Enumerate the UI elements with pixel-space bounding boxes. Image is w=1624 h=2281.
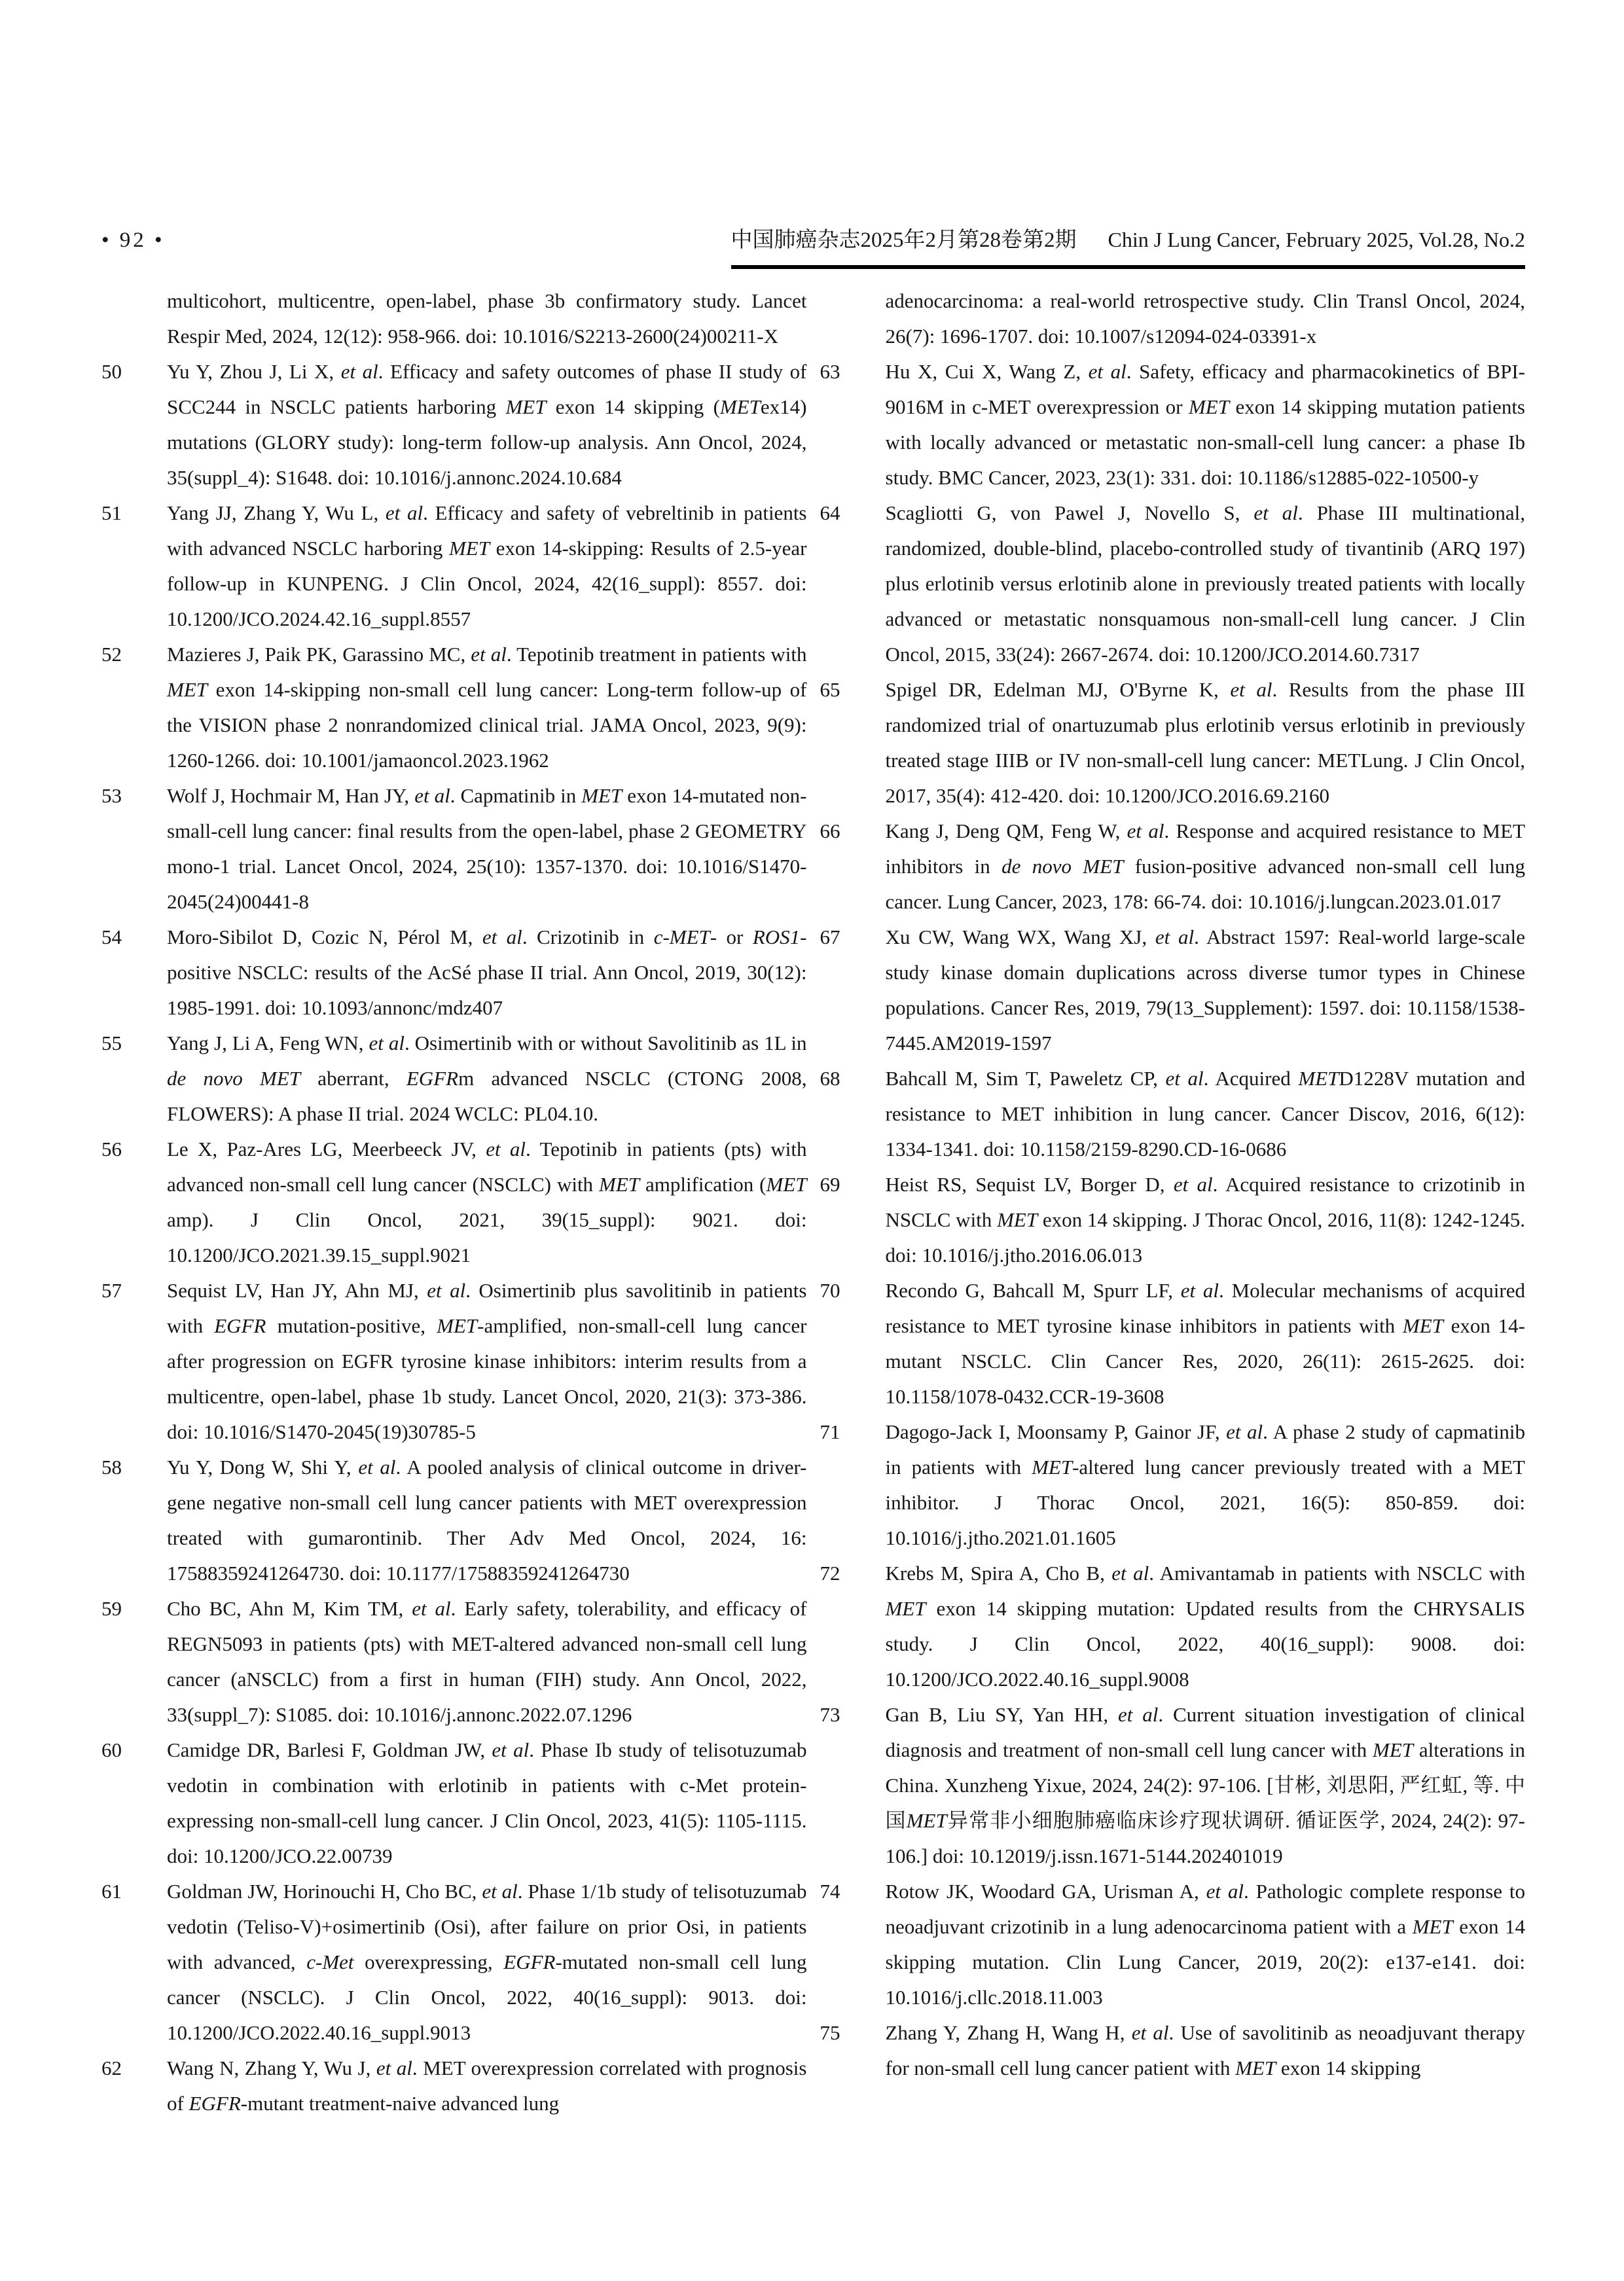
reference-item — [820, 814, 1526, 920]
reference-number: 56 — [101, 1138, 122, 1160]
reference-number: 66 — [820, 819, 840, 842]
reference-item — [101, 354, 807, 495]
reference-number: 70 — [820, 1279, 840, 1302]
reference-item — [101, 495, 807, 637]
reference-number: 73 — [820, 1703, 840, 1726]
reference-item — [820, 1414, 1526, 1556]
reference-text: Camidge DR, Barlesi F, Goldman JW, et al. Phase Ib study of telisotuzumab vedotin in combination with erlotinib in patients with c-Met protein-expressing non-small-cell lung cancer. J Clin Oncol, 2023, 41(5): 1105-1115. doi: 10.1200/JCO.22.00739 — [167, 1738, 807, 1867]
page-number: • 92 • — [101, 228, 165, 252]
reference-text: Gan B, Liu SY, Yan HH, et al. Current situation investigation of clinical diagnosis and treatment of non-small cell lung cancer with MET alterations in China. Xunzheng Yixue, 2024, 24(2): 97-106. [甘彬, 刘思阳, 严红虹, 等. 中国MET异常非小细胞肺癌临床诊疗现状调研. 循证医学, 2024, 24(2): 97-106.] doi: 10.12019/j.issn.1671-5144.202401019 — [885, 1703, 1526, 1867]
page-header — [101, 223, 1525, 269]
reference-number: 58 — [101, 1456, 122, 1479]
reference-text: Yu Y, Zhou J, Li X, et al. Efficacy and safety outcomes of phase II study of SCC244 in NSCLC patients harboring MET exon 14 skipping (METex14) mutations (GLORY study): long-term follow-up analysis. Ann Oncol, 2024, 35(suppl_4): S1648. doi: 10.1016/j.annonc.2024.10.684 — [167, 360, 807, 489]
reference-text: Xu CW, Wang WX, Wang XJ, et al. Abstract 1597: Real-world large-scale study kinase domain duplications across diverse tumor types in Chinese populations. Cancer Res, 2019, 79(13_Supplement): 1597. doi: 10.1158/1538-7445.AM2019-1597 — [885, 925, 1525, 1054]
reference-text: Mazieres J, Paik PK, Garassino MC, et al. Tepotinib treatment in patients with MET exon 14-skipping non-small cell lung cancer: Long-term follow-up of the VISION phase 2 nonrandomized clinical trial. JAMA Oncol, 2023, 9(9): 1260-1266. doi: 10.1001/jamaoncol.2023.1962 — [167, 643, 807, 772]
reference-text: Le X, Paz-Ares LG, Meerbeeck JV, et al. Tepotinib in patients (pts) with advanced non-small cell lung cancer (NSCLC) with MET amplification (MET amp). J Clin Oncol, 2021, 39(15_suppl): 9021. doi: 10.1200/JCO.2021.39.15_suppl.9021 — [167, 1138, 807, 1266]
reference-number: 53 — [101, 784, 122, 807]
references-column-right — [820, 283, 1526, 2121]
reference-number: 69 — [820, 1173, 840, 1196]
reference-text: Yang JJ, Zhang Y, Wu L, et al. Efficacy and safety of vebreltinib in patients with advanced NSCLC harboring MET exon 14-skipping: Results of 2.5-year follow-up in KUNPENG. J Clin Oncol, 2024, 42(16_suppl): 8557. doi: 10.1200/JCO.2024.42.16_suppl.8557 — [167, 501, 807, 630]
reference-continuation — [820, 283, 1526, 354]
reference-item — [101, 1591, 807, 1733]
reference-number: 50 — [101, 360, 122, 383]
reference-text: multicohort, multicentre, open-label, phase 3b confirmatory study. Lancet Respir Med, 2024, 12(12): 958-966. doi: 10.1016/S2213-2600(24)00211-X — [167, 289, 807, 348]
reference-item — [820, 1697, 1526, 1874]
reference-number: 65 — [820, 678, 840, 701]
reference-text: Wolf J, Hochmair M, Han JY, et al. Capmatinib in MET exon 14-mutated non-small-cell lung cancer: final results from the open-label, phase 2 GEOMETRY mono-1 trial. Lancet Oncol, 2024, 25(10): 1357-1370. doi: 10.1016/S1470-2045(24)00441-8 — [167, 784, 807, 913]
reference-text: Goldman JW, Horinouchi H, Cho BC, et al. Phase 1/1b study of telisotuzumab vedotin (Teliso-V)+osimertinib (Osi), after failure on prior Osi, in patients with advanced, c-Met overexpressing, EGFR-mutated non-small cell lung cancer (NSCLC). J Clin Oncol, 2022, 40(16_suppl): 9013. doi: 10.1200/JCO.2022.40.16_suppl.9013 — [167, 1880, 807, 2044]
reference-item — [101, 1132, 807, 1273]
reference-item — [820, 1061, 1526, 1167]
reference-item — [101, 1874, 807, 2051]
journal-title-chinese: 中国肺癌杂志2025年2月第28卷第2期 — [731, 228, 1077, 252]
reference-text: adenocarcinoma: a real-world retrospective study. Clin Transl Oncol, 2024, 26(7): 1696-1707. doi: 10.1007/s12094-024-03391-x — [885, 289, 1525, 348]
reference-number: 68 — [820, 1067, 840, 1090]
references-column-left — [101, 283, 807, 2121]
reference-text: Yu Y, Dong W, Shi Y, et al. A pooled analysis of clinical outcome in driver-gene negative non-small cell lung cancer patients with MET overexpression treated with gumarontinib. Ther Adv Med Oncol, 2024, 16: 17588359241264730. doi: 10.1177/17588359241264730 — [167, 1456, 807, 1585]
reference-item — [820, 354, 1526, 495]
reference-number: 54 — [101, 925, 122, 948]
reference-item — [101, 1450, 807, 1591]
reference-text: Dagogo-Jack I, Moonsamy P, Gainor JF, et al. A phase 2 study of capmatinib in patients with MET-altered lung cancer previously treated with a MET inhibitor. J Thorac Oncol, 2021, 16(5): 850-859. doi: 10.1016/j.jtho.2021.01.1605 — [885, 1420, 1525, 1549]
reference-item — [820, 672, 1526, 814]
reference-item — [101, 1273, 807, 1450]
reference-number: 55 — [101, 1032, 122, 1054]
reference-number: 74 — [820, 1880, 840, 1903]
reference-item — [820, 920, 1526, 1061]
reference-number: 62 — [101, 2056, 122, 2079]
references-section — [101, 283, 1525, 2121]
journal-title-english: Chin J Lung Cancer, February 2025, Vol.28, No.2 — [1108, 228, 1525, 251]
reference-item — [820, 2015, 1526, 2086]
reference-item — [820, 1167, 1526, 1273]
reference-text: Krebs M, Spira A, Cho B, et al. Amivantamab in patients with NSCLC with MET exon 14 skipping mutation: Updated results from the CHRYSALIS study. J Clin Oncol, 2022, 40(16_suppl): 9008. doi: 10.1200/JCO.2022.40.16_suppl.9008 — [885, 1562, 1525, 1691]
reference-text: Rotow JK, Woodard GA, Urisman A, et al. Pathologic complete response to neoadjuvant crizotinib in a lung adenocarcinoma patient with a MET exon 14 skipping mutation. Clin Lung Cancer, 2019, 20(2): e137-e141. doi: 10.1016/j.cllc.2018.11.003 — [885, 1880, 1525, 2009]
reference-text: Wang N, Zhang Y, Wu J, et al. MET overexpression correlated with prognosis of EGFR-mutant treatment-naive advanced lung — [167, 2056, 807, 2115]
reference-text: Zhang Y, Zhang H, Wang H, et al. Use of savolitinib as neoadjuvant therapy for non-small cell lung cancer patient with MET exon 14 skipping — [885, 2021, 1525, 2079]
reference-number: 57 — [101, 1279, 122, 1302]
reference-number: 60 — [101, 1738, 122, 1761]
reference-number: 51 — [101, 501, 122, 524]
reference-item — [101, 1026, 807, 1132]
reference-text: Spigel DR, Edelman MJ, O'Byrne K, et al. Results from the phase III randomized trial of onartuzumab plus erlotinib versus erlotinib in previously treated stage IIIB or IV non-small-cell lung cancer: METLung. J Clin Oncol, 2017, 35(4): 412-420. doi: 10.1200/JCO.2016.69.2160 — [885, 678, 1525, 807]
reference-number: 63 — [820, 360, 840, 383]
reference-text: Sequist LV, Han JY, Ahn MJ, et al. Osimertinib plus savolitinib in patients with EGFR mutation-positive, MET-amplified, non-small-cell lung cancer after progression on EGFR tyrosine kinase inhibitors: interim results from a multicentre, open-label, phase 1b study. Lancet Oncol, 2020, 21(3): 373-386. doi: 10.1016/S1470-2045(19)30785-5 — [167, 1279, 807, 1443]
reference-item — [820, 495, 1526, 672]
reference-text: Bahcall M, Sim T, Paweletz CP, et al. Acquired METD1228V mutation and resistance to MET inhibition in lung cancer. Cancer Discov, 2016, 6(12): 1334-1341. doi: 10.1158/2159-8290.CD-16-0686 — [885, 1067, 1525, 1160]
reference-item — [820, 1874, 1526, 2015]
reference-text: Cho BC, Ahn M, Kim TM, et al. Early safety, tolerability, and efficacy of REGN5093 in patients (pts) with MET-altered advanced non-small cell lung cancer (aNSCLC) from a first in human (FIH) study. Ann Oncol, 2022, 33(suppl_7): S1085. doi: 10.1016/j.annonc.2022.07.1296 — [167, 1597, 807, 1726]
reference-text: Kang J, Deng QM, Feng W, et al. Response and acquired resistance to MET inhibitors in de novo MET fusion-positive advanced non-small cell lung cancer. Lung Cancer, 2023, 178: 66-74. doi: 10.1016/j.lungcan.2023.01.017 — [885, 819, 1525, 913]
reference-number: 75 — [820, 2021, 840, 2044]
reference-item — [101, 778, 807, 920]
reference-item — [820, 1273, 1526, 1414]
reference-item — [101, 2051, 807, 2121]
reference-text: Recondo G, Bahcall M, Spurr LF, et al. Molecular mechanisms of acquired resistance to MET tyrosine kinase inhibitors in patients with MET exon 14-mutant NSCLC. Clin Cancer Res, 2020, 26(11): 2615-2625. doi: 10.1158/1078-0432.CCR-19-3608 — [885, 1279, 1525, 1408]
reference-number: 67 — [820, 925, 840, 948]
reference-number: 52 — [101, 643, 122, 666]
reference-item — [101, 920, 807, 1026]
journal-masthead — [731, 223, 1525, 269]
reference-item — [101, 1733, 807, 1874]
reference-continuation — [101, 283, 807, 354]
reference-number: 71 — [820, 1420, 840, 1443]
reference-text: Heist RS, Sequist LV, Borger D, et al. Acquired resistance to crizotinib in NSCLC with MET exon 14 skipping. J Thorac Oncol, 2016, 11(8): 1242-1245. doi: 10.1016/j.jtho.2016.06.013 — [885, 1173, 1526, 1266]
reference-text: Scagliotti G, von Pawel J, Novello S, et al. Phase III multinational, randomized, double-blind, placebo-controlled study of tivantinib (ARQ 197) plus erlotinib versus erlotinib alone in previously treated patients with locally advanced or metastatic nonsquamous non-small-cell lung cancer. J Clin Oncol, 2015, 33(24): 2667-2674. doi: 10.1200/JCO.2014.60.7317 — [885, 501, 1525, 666]
reference-text: Yang J, Li A, Feng WN, et al. Osimertinib with or without Savolitinib as 1L in de novo MET aberrant, EGFRm advanced NSCLC (CTONG 2008, FLOWERS): A phase II trial. 2024 WCLC: PL04.10. — [167, 1032, 807, 1125]
reference-number: 72 — [820, 1562, 840, 1585]
reference-number: 59 — [101, 1597, 122, 1620]
reference-item — [820, 1556, 1526, 1697]
reference-text: Hu X, Cui X, Wang Z, et al. Safety, efficacy and pharmacokinetics of BPI-9016M in c-MET overexpression or MET exon 14 skipping mutation patients with locally advanced or metastatic non-small-cell lung cancer: a phase Ib study. BMC Cancer, 2023, 23(1): 331. doi: 10.1186/s12885-022-10500-y — [885, 360, 1525, 489]
reference-number: 64 — [820, 501, 840, 524]
reference-text: Moro-Sibilot D, Cozic N, Pérol M, et al. Crizotinib in c-MET- or ROS1-positive NSCLC: results of the AcSé phase II trial. Ann Oncol, 2019, 30(12): 1985-1991. doi: 10.1093/annonc/mdz407 — [167, 925, 807, 1019]
reference-item — [101, 637, 807, 778]
reference-number: 61 — [101, 1880, 122, 1903]
